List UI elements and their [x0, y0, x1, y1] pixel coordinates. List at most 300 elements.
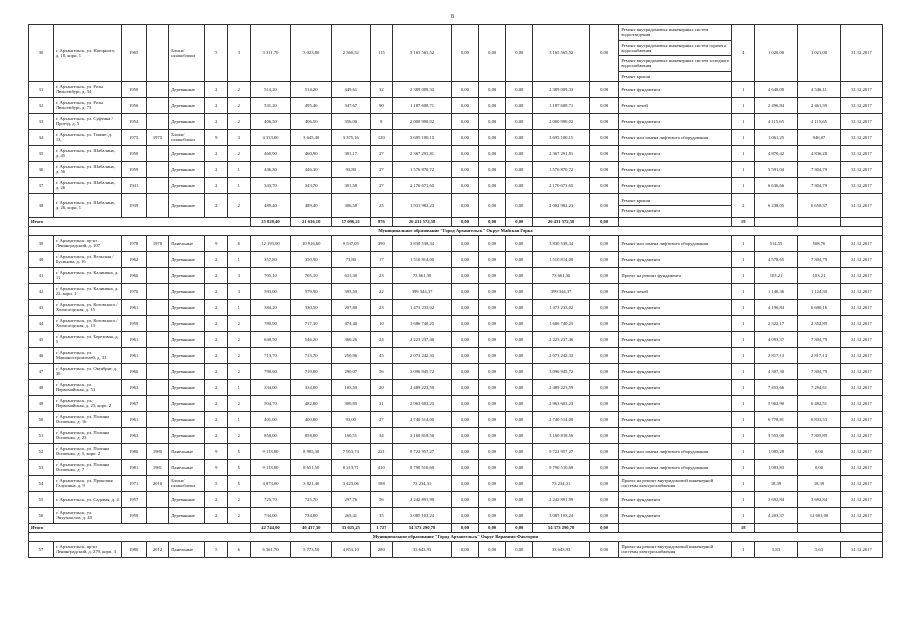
cell-en: 3 — [228, 129, 251, 145]
cell-f2: 0,00 — [479, 507, 506, 523]
cell-addr: г. Архангельск, пр-кт Ленинградский, д. 107 — [53, 235, 121, 251]
cell-y1: 1956 — [121, 97, 146, 113]
cell-f1: 0,00 — [451, 541, 478, 557]
cell-n: 32 — [29, 97, 54, 113]
cell-f4: 0,00 — [589, 283, 618, 299]
works-cell — [619, 251, 732, 267]
table-row — [29, 491, 883, 507]
cell-f2: 0,00 — [479, 251, 506, 267]
cell-own: 9 722 957,27 — [533, 443, 590, 459]
cell-en: 3 — [228, 267, 251, 283]
cell-u: 1 — [732, 331, 755, 347]
cell-n: 36 — [29, 161, 54, 177]
cell-fl: 2 — [205, 507, 228, 523]
cell-a1: 713,70 — [250, 347, 291, 363]
cell-c2: 7 294,61 — [798, 379, 841, 395]
cell-c2: 946,07 — [798, 129, 841, 145]
works-cell — [619, 395, 732, 411]
cell-f2: 0,00 — [479, 443, 506, 459]
cell-dt: 31.12.2017 — [840, 251, 882, 267]
cell-u: 1 — [732, 379, 755, 395]
total-ppl: 1 727 — [370, 523, 393, 532]
cell-f2: 0,00 — [479, 129, 506, 145]
cell-f2: 0,00 — [479, 315, 506, 331]
cell-f4: 0,00 — [589, 363, 618, 379]
cell-ppl: 27 — [370, 145, 393, 161]
total-a1: 25 828,40 — [250, 217, 291, 226]
work-type: Ремонт фундамента — [621, 320, 661, 326]
works-cell — [619, 193, 732, 217]
cell-fl: 2 — [205, 347, 228, 363]
cell-f4: 0,00 — [589, 193, 618, 217]
cell-u: 1 — [732, 97, 755, 113]
cell-a2: 489,40 — [291, 193, 332, 217]
work-type: Проект на ремонт внутридомовой инженерной системы электроснабжения — [621, 478, 714, 489]
cell-fl: 2 — [205, 145, 228, 161]
total-f3: 0,00 — [506, 217, 533, 226]
table-row — [29, 475, 883, 491]
cell-cost: 3 096 945,72 — [393, 363, 452, 379]
works-cell — [619, 541, 732, 557]
cell-own: 73 661,30 — [533, 267, 590, 283]
cell-n: 48 — [29, 379, 54, 395]
cell-f3: 0,00 — [506, 113, 533, 129]
cell-y2: 1978 — [146, 235, 169, 251]
table-row — [29, 299, 883, 315]
work-type: Ремонт или замена лифтового оборудования — [621, 464, 709, 470]
cell-y1: 1975 — [121, 129, 146, 145]
cell-f3: 0,00 — [506, 315, 533, 331]
works-cell — [619, 113, 732, 129]
cell-addr: г. Архангельск, ул. Полины Осипенко, д. 16 — [53, 411, 121, 427]
total-units: 19 — [732, 217, 755, 226]
cell-a3: 9 537,05 — [332, 235, 370, 251]
cell-c2: 1 021,00 — [798, 25, 841, 82]
cell-dt: 31.12.2017 — [840, 363, 882, 379]
work-type: Ремонт фундамента — [621, 384, 661, 390]
cell-u: 1 — [732, 507, 755, 523]
cell-y2 — [146, 177, 169, 193]
cell-c1: 2 322,17 — [755, 315, 798, 331]
cell-f1: 0,00 — [451, 177, 478, 193]
cell-fl: 2 — [205, 315, 228, 331]
cell-dt: 31.12.2017 — [840, 267, 882, 283]
cell-dt: 31.12.2017 — [840, 315, 882, 331]
cell-a3: 4 853,10 — [332, 541, 370, 557]
works-cell — [619, 283, 732, 299]
cell-ppl: 115 — [370, 25, 393, 82]
cell-fl: 5 — [205, 541, 228, 557]
cell-f3: 0,00 — [506, 427, 533, 443]
cell-f4: 0,00 — [589, 315, 618, 331]
cell-own: 2 367 291,81 — [533, 145, 590, 161]
cell-mat: Деревянные — [169, 379, 205, 395]
municipality-header: Муниципальное образование "Город Архангельск" Округ Майская Горка — [29, 226, 883, 235]
cell-n: 54 — [29, 475, 54, 491]
cell-own: 399 344,37 — [533, 283, 590, 299]
cell-u: 1 — [732, 363, 755, 379]
cell-f3: 0,00 — [506, 81, 533, 97]
works-cell — [619, 299, 732, 315]
total-c2 — [798, 217, 841, 226]
cell-f1: 0,00 — [451, 315, 478, 331]
cell-f3: 0,00 — [506, 363, 533, 379]
cell-a3: 73,80 — [332, 251, 370, 267]
cell-f3: 0,00 — [506, 267, 533, 283]
cell-own: 3 085 103,24 — [533, 507, 590, 523]
cell-u: 1 — [732, 395, 755, 411]
total-f4: 0,00 — [589, 217, 618, 226]
cell-en: 2 — [228, 491, 251, 507]
cell-f2: 0,00 — [479, 235, 506, 251]
table-row — [29, 541, 883, 557]
works-cell — [619, 427, 732, 443]
cell-a1: 460,90 — [250, 145, 291, 161]
cell-y1: 1950 — [121, 145, 146, 161]
cell-a3: 265,41 — [332, 507, 370, 523]
cell-f2: 0,00 — [479, 411, 506, 427]
cell-u: 1 — [732, 459, 755, 475]
cell-f1: 0,00 — [451, 427, 478, 443]
cell-n: 42 — [29, 283, 54, 299]
cell-u: 1 — [732, 541, 755, 557]
cell-dt: 31.12.2017 — [840, 395, 882, 411]
cell-ppl: 45 — [370, 347, 393, 363]
works-cell — [619, 459, 732, 475]
cell-f3: 0,00 — [506, 129, 533, 145]
table-row — [29, 97, 883, 113]
cell-dt: 31.12.2017 — [840, 475, 882, 491]
cell-c1: 3 692,84 — [755, 491, 798, 507]
work-type: Ремонт фундамента — [621, 416, 661, 422]
cell-n: 51 — [29, 427, 54, 443]
table-row — [29, 177, 883, 193]
works-cell — [619, 507, 732, 523]
work-type: Ремонт фундамента — [621, 150, 661, 156]
table-row — [29, 267, 883, 283]
cell-f2: 0,00 — [479, 161, 506, 177]
cell-ppl: 34 — [370, 427, 393, 443]
cell-f2: 0,00 — [479, 347, 506, 363]
cell-a1: 401,00 — [250, 411, 291, 427]
cell-a1: 3 311,70 — [250, 25, 291, 82]
cell-own: 2 000 990,02 — [533, 113, 590, 129]
cell-c2: 12 601,00 — [798, 507, 841, 523]
cell-a1: 593,00 — [250, 283, 291, 299]
cell-en: 2 — [228, 427, 251, 443]
cell-y1: 1961 — [121, 299, 146, 315]
cell-f3: 0,00 — [506, 507, 533, 523]
cell-fl: 2 — [205, 251, 228, 267]
cell-fl: 2 — [205, 395, 228, 411]
cell-a3: 160,51 — [332, 427, 370, 443]
cell-c1: 5,83 — [755, 541, 798, 557]
cell-n: 55 — [29, 491, 54, 507]
table-row — [29, 411, 883, 427]
cell-u: 1 — [732, 113, 755, 129]
cell-fl: 2 — [205, 427, 228, 443]
cell-a3: 449,61 — [332, 81, 370, 97]
cell-a1: 858,00 — [250, 427, 291, 443]
cell-a1: 357,80 — [250, 251, 291, 267]
cell-own: 2 242 891,99 — [533, 491, 590, 507]
cell-a1: 725,70 — [250, 491, 291, 507]
cell-fl: 9 — [205, 129, 228, 145]
cell-c2: 1 124,30 — [798, 283, 841, 299]
total-f2: 0,00 — [479, 217, 506, 226]
table-row — [29, 379, 883, 395]
cell-y2: 1981 — [146, 459, 169, 475]
cell-f3: 0,00 — [506, 395, 533, 411]
cell-y1: 1960 — [121, 363, 146, 379]
cell-own: 2 170 671,65 — [533, 177, 590, 193]
cell-u: 1 — [732, 161, 755, 177]
cell-f3: 0,00 — [506, 251, 533, 267]
cell-cost: 2 367 291,81 — [393, 145, 452, 161]
cell-c2: 6 650,37 — [798, 193, 841, 217]
cell-mat: Деревянные — [169, 331, 205, 347]
cell-addr: г. Архангельск, ул. Полины Осипенко, д. 5, корп. 2 — [53, 443, 121, 459]
cell-a2: 482,80 — [291, 395, 332, 411]
cell-a2: 334,00 — [291, 379, 332, 395]
cell-addr: г. Архангельск, ул. Розы Люксембург, д. 34 — [53, 81, 121, 97]
cell-a1: 734,00 — [250, 507, 291, 523]
cell-y1: 1957 — [121, 491, 146, 507]
cell-addr: г. Архангельск, ул. Котовского / Холмогорская, д. 15 — [53, 299, 121, 315]
cell-f4: 0,00 — [589, 113, 618, 129]
cell-c2: 4 115,65 — [798, 113, 841, 129]
cell-f4: 0,00 — [589, 235, 618, 251]
cell-c2: 7 304,79 — [798, 251, 841, 267]
cell-ppl: 120 — [370, 129, 393, 145]
cell-a1: 446,30 — [250, 161, 291, 177]
cell-mat: Деревянные — [169, 427, 205, 443]
cell-addr: г. Архангельск, ул. Первомайская, д. 25, корп. 2 — [53, 395, 121, 411]
works-cell — [619, 267, 732, 283]
cell-n: 33 — [29, 113, 54, 129]
total-c1 — [755, 217, 798, 226]
cell-mat: Деревянные — [169, 315, 205, 331]
cell-f3: 0,00 — [506, 161, 533, 177]
cell-cost: 1 473 233,02 — [393, 299, 452, 315]
cell-n: 37 — [29, 177, 54, 193]
cell-y2 — [146, 145, 169, 161]
cell-n: 35 — [29, 145, 54, 161]
cell-f1: 0,00 — [451, 129, 478, 145]
cell-ppl: 17 — [370, 251, 393, 267]
cell-f2: 0,00 — [479, 97, 506, 113]
cell-addr: г. Архангельск, ул. Энтузиастов, д. 40 — [53, 507, 121, 523]
cell-a3: 306,58 — [332, 193, 370, 217]
cell-c1: 3 555,00 — [755, 427, 798, 443]
total-date — [840, 523, 882, 532]
cell-dt: 31.12.2017 — [840, 299, 882, 315]
cell-fl: 2 — [205, 177, 228, 193]
cell-y1: 1980 — [121, 443, 146, 459]
cell-a3: 290,07 — [332, 363, 370, 379]
cell-cost: 1 686 740,25 — [393, 315, 452, 331]
cell-fl: 2 — [205, 299, 228, 315]
cell-a1: 12 193,00 — [250, 235, 291, 251]
total-f4: 0,00 — [589, 523, 618, 532]
cell-en: 3 — [228, 25, 251, 82]
cell-f2: 0,00 — [479, 427, 506, 443]
cell-c1: 4 115,65 — [755, 113, 798, 129]
cell-f2: 0,00 — [479, 459, 506, 475]
cell-mat: Деревянные — [169, 177, 205, 193]
cell-dt: 31.12.2017 — [840, 25, 882, 82]
work-type: Ремонт фундамента — [621, 256, 661, 262]
works-cell — [619, 129, 732, 145]
works-cell — [619, 331, 732, 347]
cell-a2: 8 985,30 — [291, 443, 332, 459]
cell-n: 46 — [29, 347, 54, 363]
cell-a3: 300,85 — [332, 395, 370, 411]
cell-cost: 3 695 100,15 — [393, 129, 452, 145]
cell-en: 2 — [228, 331, 251, 347]
cell-c2: 103,21 — [798, 267, 841, 283]
cell-a2: 350,90 — [291, 251, 332, 267]
works-cell — [619, 379, 732, 395]
total-c1 — [755, 523, 798, 532]
cell-a3: 93,80 — [332, 161, 370, 177]
cell-a3: 347,67 — [332, 97, 370, 113]
cell-a2: 579,90 — [291, 283, 332, 299]
cell-dt: 31.12.2017 — [840, 193, 882, 217]
table-row — [29, 395, 883, 411]
cell-mat: Блоки/шлакоблоки — [169, 25, 205, 82]
cell-n: 41 — [29, 267, 54, 283]
cell-addr: г. Архангельск, ул. Садовая, д. 4 — [53, 491, 121, 507]
cell-u: 1 — [732, 475, 755, 491]
cell-a3: 360,26 — [332, 331, 370, 347]
cell-f2: 0,00 — [479, 283, 506, 299]
capital-repair-table — [28, 24, 883, 558]
cell-y2 — [146, 97, 169, 113]
cell-cost: 399 344,37 — [393, 283, 452, 299]
table-row — [29, 315, 883, 331]
cell-cost: 9 722 957,27 — [393, 443, 452, 459]
cell-f1: 0,00 — [451, 459, 478, 475]
cell-c1: 514,55 — [755, 235, 798, 251]
cell-a2: 705,10 — [291, 267, 332, 283]
total-label: Итого — [29, 217, 251, 226]
cell-addr: г. Архангельск, ул. Калинина, д. 22, корп. 1 — [53, 283, 121, 299]
cell-a3: 207,80 — [332, 299, 370, 315]
cell-c1: 1 146,36 — [755, 283, 798, 299]
cell-u: 1 — [732, 283, 755, 299]
table-row — [29, 113, 883, 129]
work-type: Ремонт фундамента — [621, 166, 661, 172]
cell-f4: 0,00 — [589, 541, 618, 557]
cell-f4: 0,00 — [589, 491, 618, 507]
table-row — [29, 193, 883, 217]
work-type: Ремонт или замена лифтового оборудования — [621, 134, 709, 140]
cell-addr: г. Архангельск, ул. Котовского / Холмогорская, д. 13 — [53, 315, 121, 331]
cell-ppl: 8 — [370, 113, 393, 129]
cell-addr: г. Архангельск, ул. Вельская / Бусинова, д. 16 — [53, 251, 121, 267]
cell-a3: 381,17 — [332, 145, 370, 161]
cell-own: 2 740 514,00 — [533, 411, 590, 427]
cell-cost: 1 931 982,23 — [393, 193, 452, 217]
total-a2: 21 636,10 — [291, 217, 332, 226]
works-cell — [619, 347, 732, 363]
cell-fl: 2 — [205, 97, 228, 113]
cell-c2: 2 817,13 — [798, 347, 841, 363]
cell-fl: 2 — [205, 81, 228, 97]
cell-n: 49 — [29, 395, 54, 411]
cell-n: 45 — [29, 331, 54, 347]
cell-u: 1 — [732, 315, 755, 331]
cell-ppl: 24 — [370, 331, 393, 347]
cell-mat: Деревянные — [169, 491, 205, 507]
cell-u: 1 — [732, 411, 755, 427]
cell-en: 2 — [228, 347, 251, 363]
cell-f1: 0,00 — [451, 299, 478, 315]
cell-own: 1 187 608,71 — [533, 97, 590, 113]
total-f2: 0,00 — [479, 523, 506, 532]
total-c2 — [798, 523, 841, 532]
cell-f3: 0,00 — [506, 491, 533, 507]
cell-f2: 0,00 — [479, 475, 506, 491]
cell-mat: Панельные — [169, 541, 205, 557]
cell-en: 3 — [228, 283, 251, 299]
cell-mat: Деревянные — [169, 97, 205, 113]
cell-a1: 384,20 — [250, 299, 291, 315]
cell-y1: 1959 — [121, 507, 146, 523]
cell-mat: Деревянные — [169, 395, 205, 411]
cell-f4: 0,00 — [589, 25, 618, 82]
cell-f2: 0,00 — [479, 541, 506, 557]
cell-fl: 2 — [205, 283, 228, 299]
cell-c2: 18,39 — [798, 475, 841, 491]
cell-cost: 2 242 891,99 — [393, 491, 452, 507]
cell-a2: 3 645,40 — [291, 129, 332, 145]
cell-c1: 1 085,28 — [755, 443, 798, 459]
cell-cost: 3 165 565,52 — [393, 25, 452, 82]
cell-en: 6 — [228, 541, 251, 557]
cell-f4: 0,00 — [589, 267, 618, 283]
cell-en: 6 — [228, 235, 251, 251]
cell-y1: 1980 — [121, 541, 146, 557]
cell-own: 3 695 100,15 — [533, 129, 590, 145]
cell-dt: 31.12.2017 — [840, 331, 882, 347]
cell-dt: 31.12.2017 — [840, 541, 882, 557]
cell-c1: 4 640,00 — [755, 81, 798, 97]
cell-mat: Деревянные — [169, 267, 205, 283]
cell-c1: 18,39 — [755, 475, 798, 491]
works-cell — [619, 177, 732, 193]
total-ppl: 876 — [370, 217, 393, 226]
cell-f3: 0,00 — [506, 283, 533, 299]
cell-c2: 6 680,16 — [798, 299, 841, 315]
work-type: Ремонт внутридомовых инженерных систем водоотведения — [619, 25, 731, 41]
cell-y2: 1975 — [146, 129, 169, 145]
cell-c1: 2 496,84 — [755, 97, 798, 113]
cell-u: 1 — [732, 145, 755, 161]
cell-y1: 1961 — [121, 347, 146, 363]
works-cell — [619, 81, 732, 97]
cell-own: 9 790 510,69 — [533, 459, 590, 475]
cell-a1: 343,70 — [250, 177, 291, 193]
cell-y1: 1939 — [121, 193, 146, 217]
cell-f3: 0,00 — [506, 145, 533, 161]
work-type: Ремонт внутридомовых инженерных систем холодного водоснабжения — [619, 56, 731, 72]
cell-en: 2 — [228, 113, 251, 129]
cell-a2: 713,70 — [291, 347, 332, 363]
cell-addr: г. Архангельск, ул. Тимме, д. 13, — [53, 129, 121, 145]
cell-n: 47 — [29, 363, 54, 379]
